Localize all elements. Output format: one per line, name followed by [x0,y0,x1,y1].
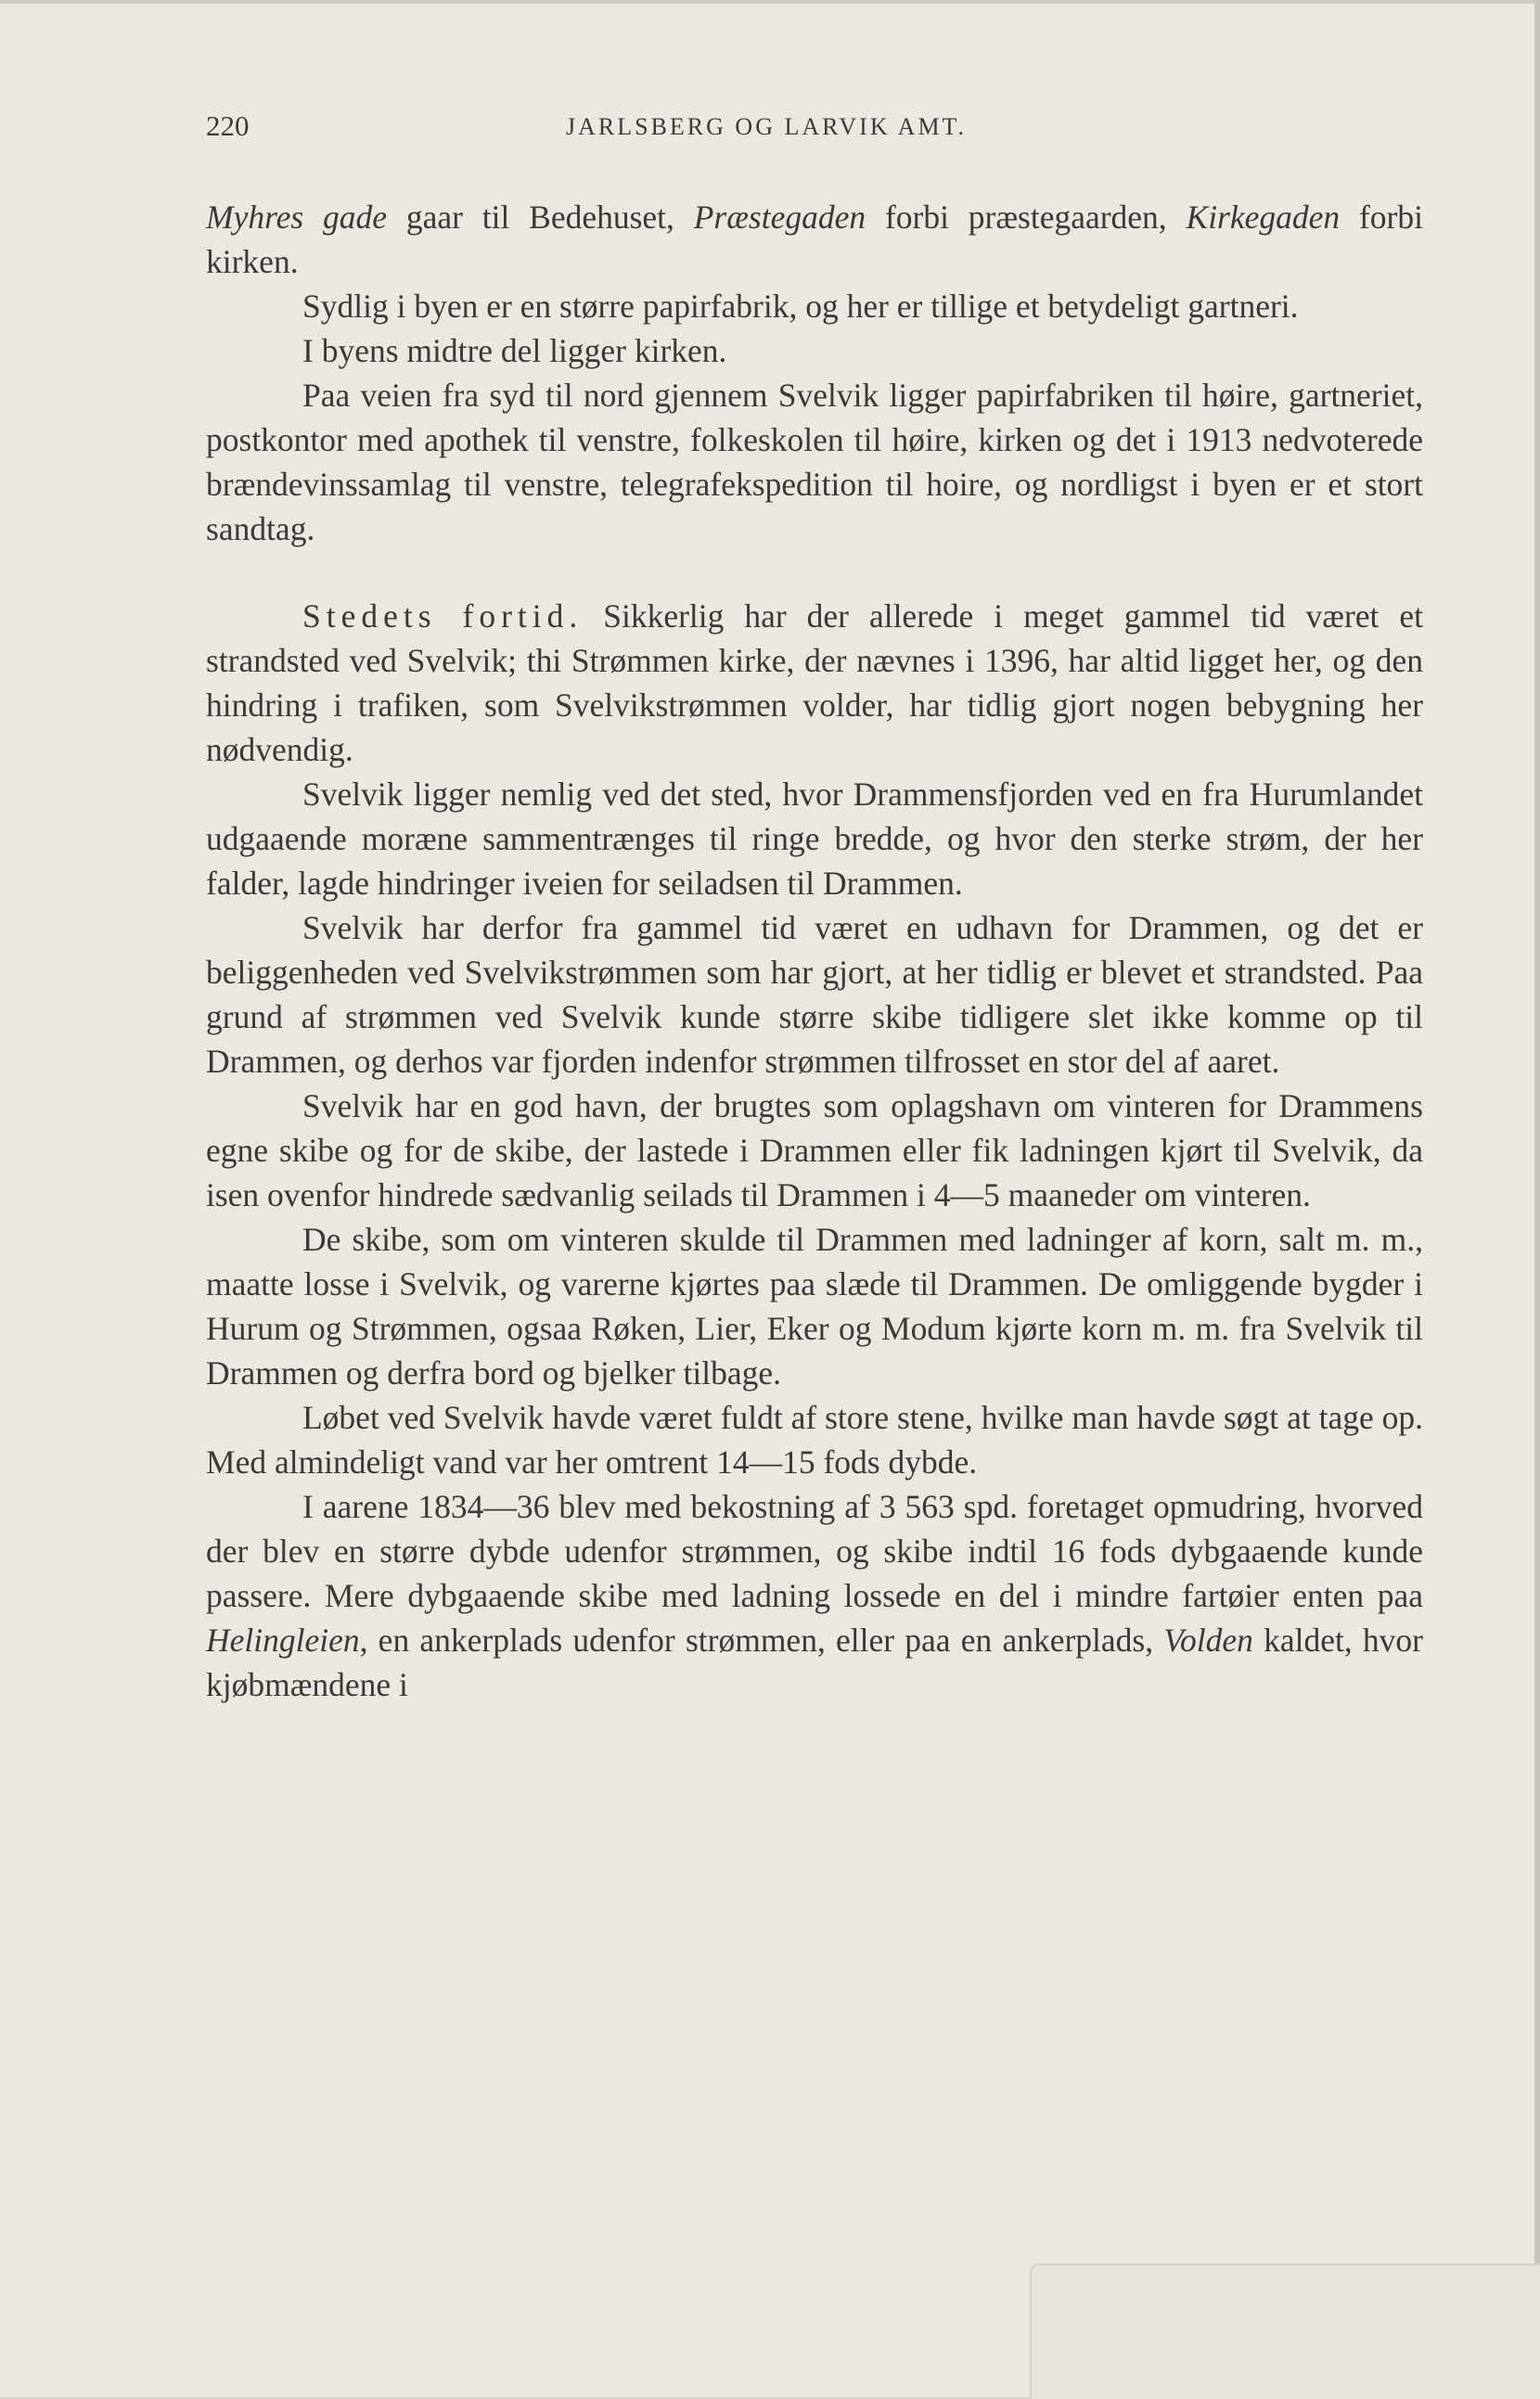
paragraph-route: Paa veien fra syd til nord gjennem Svelvik ligger papirfabriken til høire, gartneriet, postkontor med apothek til venstre, folkeskolen til høire, kirken og det i 1913 nedvoterede brændevinssamlag til venstre, telegrafekspedition til hoire, og nordligst i byen er et stort sandtag. [206,377,1423,547]
paragraph-text: gaar til Bedehuset, [386,199,694,236]
paragraph-church: I byens midtre del ligger kirken. [302,332,727,369]
italic-street-name: Præstegaden [693,199,866,236]
paragraph-text: , en ankerplads udenfor strømmen, eller paa en ankerplads, [359,1622,1164,1659]
paragraph-text: kaldet, hvor kjøbmændene i [206,1622,1424,1703]
page-body [206,195,1423,1707]
italic-street-name: Kirkegaden [1186,199,1341,236]
paragraph-text: I aarene 1834—36 blev med bekostning af 3 563 spd. foretaget opmudring, hvorved der blev en større dybde udenfor strømmen, og skibe indtil 16 fods dybgaaende kunde passere. Mere dybgaaende skibe med ladning lossede en del i mindre fartøier enten paa [206,1488,1423,1614]
paragraph-text: forbi kirken. [206,199,1423,280]
italic-place-name: Volden [1163,1622,1253,1659]
paragraph-harbour: Svelvik har en god havn, der brugtes som oplagshavn om vinteren for Drammens egne skibe og for de skibe, der lastede i Drammen eller fik ladningen kjørt til Svelvik, da isen ovenfor hindrede sædvanlig seilads til Drammen i 4—5 maaneder om vinteren. [206,1087,1423,1213]
section-heading: Stedets fortid. [302,597,584,635]
paragraph-winter-cargo: De skibe, som om vinteren skulde til Drammen med ladninger af korn, salt m. m., maatte losse i Svelvik, og varerne kjørtes paa slæde til Drammen. De omliggende bygder i Hurum og Strømmen, ogsaa Røken, Lier, Eker og Modum kjørte korn m. m. fra Svelvik til Drammen og derfra bord og bjelker tilbage. [206,1221,1423,1392]
paragraph-streets [206,195,1423,284]
running-header [206,109,1431,156]
italic-street-name: Myhres gade [206,199,387,236]
paragraph-text: forbi præstegaarden, [866,199,1187,236]
page-right-edge [1534,0,1540,2397]
paragraph-location: Svelvik ligger nemlig ved det sted, hvor Drammensfjorden ved en fra Hurumlandet udgaaende moræne sammentrænges til ringe bredde, og hvor den sterke strøm, der her falder, lagde hindringer iveien for seiladsen til Drammen. [206,776,1423,902]
running-title: JARLSBERG OG LARVIK AMT. [566,113,968,140]
paragraph-history [206,594,1423,772]
italic-place-name: Helingleien [206,1622,360,1659]
paragraph-industry: Sydlig i byen er en større papirfabrik, og her er tillige et betydeligt gartneri. [302,288,1299,325]
paragraph-outport: Svelvik har derfor fra gammel tid været en udhavn for Drammen, og det er beliggenheden ved Svelvikstrømmen som har gjort, at her tidlig er blevet et strandsted. Paa grund af strømmen ved Svelvik kunde større skibe tidligere slet ikke komme op til Drammen, og derhos var fjorden indenfor strømmen tilfrosset en stor del af aaret. [206,909,1423,1080]
paragraph-text: Sikkerlig har der allerede i meget gammel tid været et strandsted ved Svelvik; thi Strømmen kirke, der nævnes i 1396, har altid ligget her, og den hindring i trafiken, som Svelvikstrømmen volder, har tidlig gjort nogen bebygning her nødvendig. [206,597,1424,768]
paragraph-dredging [206,1484,1423,1707]
page-corner-shadow [1030,2264,1540,2399]
page-number: 220 [206,109,250,142]
page-top-edge [0,0,1540,4]
paragraph-channel: Løbet ved Svelvik havde været fuldt af store stene, hvilke man havde søgt at tage op. Med almindeligt vand var her omtrent 14—15 fods dybde. [206,1399,1423,1481]
